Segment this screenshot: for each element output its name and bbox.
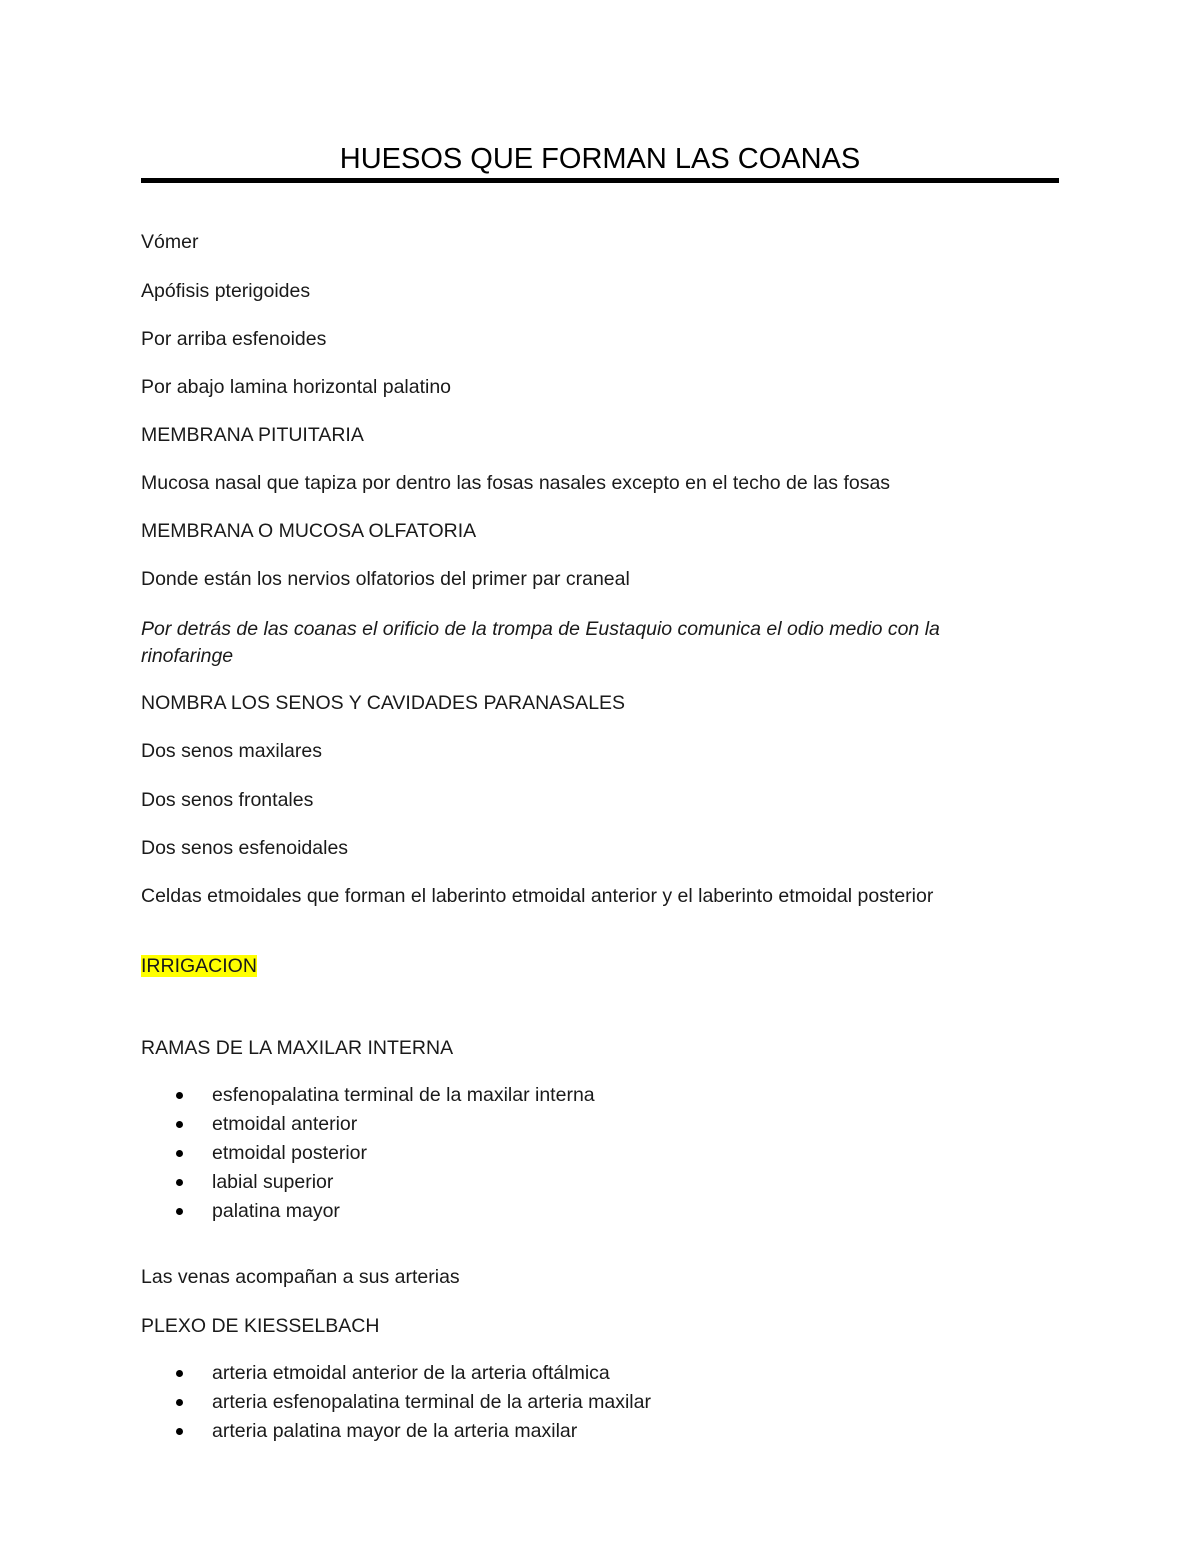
list-item: labial superior: [141, 1168, 595, 1197]
text-line-celdas-etmoidales: Celdas etmoidales que forman el laberinto etmoidal anterior y el laberinto etmoidal posterior: [141, 885, 934, 907]
list-item: arteria etmoidal anterior de la arteria oftálmica: [141, 1359, 651, 1388]
text-line-senos-esfenoidales: Dos senos esfenoidales: [141, 837, 349, 859]
text-line-vomer: Vómer: [141, 231, 199, 253]
highlighted-text-irrigacion: IRRIGACION: [141, 955, 257, 977]
text-line-venas: Las venas acompañan a sus arterias: [141, 1266, 460, 1288]
text-line-mucosa-nasal: Mucosa nasal que tapiza por dentro las fosas nasales excepto en el techo de las fosas: [141, 472, 891, 494]
list-item: esfenopalatina terminal de la maxilar interna: [141, 1081, 595, 1110]
title-underline: [141, 178, 1059, 183]
bullet-dot-icon: [176, 1150, 183, 1157]
heading-senos-paranasales: NOMBRA LOS SENOS Y CAVIDADES PARANASALES: [141, 692, 626, 714]
bullet-dot-icon: [176, 1121, 183, 1128]
heading-irrigacion: [141, 953, 257, 980]
text-line-por-abajo: Por abajo lamina horizontal palatino: [141, 376, 452, 398]
text-line-senos-frontales: Dos senos frontales: [141, 789, 314, 811]
bullet-dot-icon: [176, 1428, 183, 1435]
text-line-senos-maxilares: Dos senos maxilares: [141, 740, 322, 762]
document-title: HUESOS QUE FORMAN LAS COANAS: [339, 143, 861, 175]
heading-plexo-kiesselbach: PLEXO DE KIESSELBACH: [141, 1315, 380, 1337]
bullet-dot-icon: [176, 1208, 183, 1215]
text-line-apofisis: Apófisis pterigoides: [141, 280, 311, 302]
text-line-nervios-olfatorios: Donde están los nervios olfatorios del primer par craneal: [141, 568, 630, 590]
heading-membrana-olfatoria: MEMBRANA O MUCOSA OLFATORIA: [141, 520, 477, 542]
list-item: etmoidal anterior: [141, 1110, 595, 1139]
list-item: arteria esfenopalatina terminal de la arteria maxilar: [141, 1388, 651, 1417]
list-item: etmoidal posterior: [141, 1139, 595, 1168]
bullet-dot-icon: [176, 1399, 183, 1406]
heading-ramas-maxilar-interna: RAMAS DE LA MAXILAR INTERNA: [141, 1037, 454, 1059]
bullet-dot-icon: [176, 1179, 183, 1186]
heading-membrana-pituitaria: MEMBRANA PITUITARIA: [141, 424, 364, 446]
italic-paragraph-trompa-eustaquio: Por detrás de las coanas el orificio de la trompa de Eustaquio comunica el odio medio con la rinofaringe: [141, 618, 940, 667]
text-line-por-arriba: Por arriba esfenoides: [141, 328, 327, 350]
bullet-dot-icon: [176, 1370, 183, 1377]
bullet-list-plexo: [141, 1359, 651, 1446]
bullet-list-ramas: [141, 1081, 595, 1226]
bullet-dot-icon: [176, 1092, 183, 1099]
list-item: arteria palatina mayor de la arteria maxilar: [141, 1417, 651, 1446]
list-item: palatina mayor: [141, 1197, 595, 1226]
